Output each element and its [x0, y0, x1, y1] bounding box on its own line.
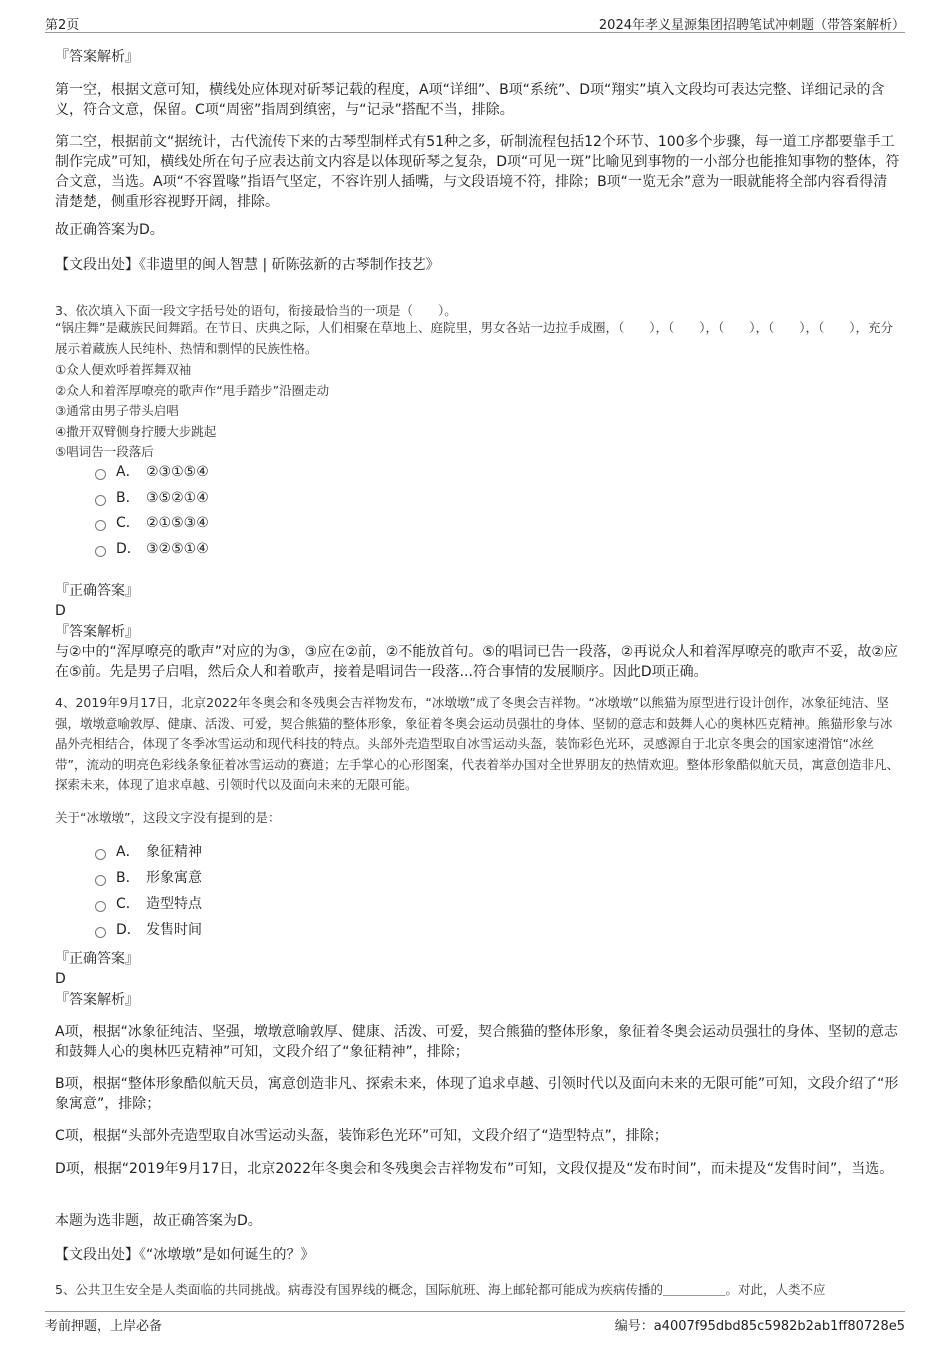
q4-analysis-a: A项，根据“冰象征纯洁、坚强，墩墩意喻敦厚、健康、活泼、可爱，契合熊猫的整体形象，象征着冬奥会运动员强壮的身体、坚韧的意志和鼓舞人心的奥林匹克精神”可知，文段介绍了“象征精神”，排除； [55, 1024, 898, 1060]
q4-option-d[interactable]: D． 发售时间 [95, 918, 202, 942]
radio-icon[interactable] [95, 927, 106, 938]
footer-slogan: 考前押题，上岸必备 [45, 1319, 163, 1334]
radio-icon[interactable] [95, 469, 106, 480]
q3-analysis: 『答案解析』 与②中的“浑厚嘹亮的歌声”对应的为③，③应在②前，②不能放首句。⑤的唱词已告一段落，②再说众人和着浑厚嘹亮的歌声不妥，故②应在⑤前。先是男子启唱，然后众人和着歌声，接着是唱词告一段落...符合事情的发展顺序。因此D项正确。 [55, 624, 898, 680]
radio-icon[interactable] [95, 520, 106, 531]
radio-icon[interactable] [95, 849, 106, 860]
q3-item: ①众人便欢呼着挥舞双袖 [55, 362, 192, 377]
q3-option-a[interactable]: A． ②③①⑤④ [95, 460, 209, 484]
q3-answer-value: D [55, 603, 66, 619]
page-header [45, 12, 905, 33]
q2-analysis-label: 『答案解析』 [55, 49, 139, 65]
q4-option-b[interactable]: B． 形象寓意 [95, 866, 202, 890]
q4-analysis-c: C项，根据“头部外壳造型取自冰雪运动头盔，装饰彩色光环”可知，文段介绍了“造型特点”，排除； [55, 1128, 668, 1144]
radio-icon[interactable] [95, 875, 106, 886]
q2-analysis-paragraph-1: 第一空，根据文意可知，横线处应体现对斫琴记载的程度，A项“详细”、B项“系统”、D项“翔实”填入文段均可表达完整、详细记录的含义，符合文意，保留。C项“周密”指周到缜密，与“记录”搭配不当，排除。 [55, 82, 885, 118]
q4-option-c[interactable]: C． 造型特点 [95, 892, 202, 916]
q2-source: 【文段出处】《非遗里的闽人智慧 | 斫陈弦新的古琴制作技艺》 [55, 257, 440, 273]
q3-option-d[interactable]: D． ③②⑤①④ [95, 537, 209, 561]
document-serial: 编号：a4007f95dbd85c5982b2ab1ff80728e5 [614, 1319, 905, 1334]
document-title: 2024年孝义星源集团招聘笔试冲刺题（带答案解析） [598, 18, 905, 33]
q4-analysis-d: D项，根据“2019年9月17日，北京2022年冬奥会和冬残奥会吉祥物发布”可知，文段仅提及“发布时间”，而未提及“发售时间”，当选。 [55, 1161, 894, 1177]
page-number: 第2页 [45, 18, 80, 33]
q3-item: ③通常由男子带头启唱 [55, 403, 179, 418]
q3-item-list [55, 360, 900, 463]
page-footer [45, 1311, 905, 1332]
q2-conclusion: 故正确答案为D。 [55, 222, 164, 238]
q3-option-c[interactable]: C． ②①⑤③④ [95, 511, 209, 535]
q4-analysis-b: B项，根据“整体形象酷似航天员，寓意创造非凡、探索未来，体现了追求卓越、引领时代以及面向未来的无限可能”可知，文段介绍了“形象寓意”，排除； [55, 1076, 899, 1112]
q3-answer: 『正确答案』 D [55, 581, 900, 621]
q4-conclusion: 本题为选非题，故正确答案为D。 [55, 1213, 262, 1229]
q4-passage: 4、2019年9月17日，北京2022年冬奥会和冬残奥会吉祥物发布，“冰墩墩”成了冬奥会吉祥物。“冰墩墩”以熊猫为原型进行设计创作，冰象征纯洁、坚强，墩墩意喻敦厚、健康、活泼、可爱，契合熊猫的整体形象，象征着冬奥会运动员强壮的身体、坚韧的意志和鼓舞人心的奥林匹克精神。熊猫形象与冰晶外壳相结合，体现了冬季冰雪运动和现代科技的特点。头部外壳造型取自冰雪运动头盔，装饰彩色光环，灵感源自于北京冬奥会的国家速滑馆“冰丝带”，流动的明亮色彩线条象征着冰雪运动的赛道；左手掌心的心形图案，代表着举办国对全世界朋友的热情欢迎。整体形象酷似航天员，寓意创造非凡、探索未来，体现了追求卓越、引领时代以及面向未来的无限可能。 [55, 695, 899, 792]
q3-stem: 3、依次填入下面一段文字括号处的语句，衔接最恰当的一项是（ ）。 [55, 303, 457, 318]
q4-source: 【文段出处】《“冰墩墩”是如何诞生的？》 [55, 1247, 315, 1263]
radio-icon[interactable] [95, 901, 106, 912]
q4-option-a[interactable]: A． 象征精神 [95, 840, 202, 864]
q4-answer-value: D [55, 971, 66, 987]
radio-icon[interactable] [95, 495, 106, 506]
q2-analysis-paragraph-2: 第二空，根据前文“据统计，古代流传下来的古琴型制样式有51种之多，斫制流程包括12个环节、100多个步骤，每一道工序都要靠手工制作完成”可知，横线处所在句子应表达前文内容是以体现斫琴之复杂，D项“可见一斑”比喻见到事物的一小部分也能推知事物的整体，符合文意，当选。A项“不容置喙”指语气坚定，不容许别人插嘴，与文段语境不符，排除；B项“一览无余”意为一眼就能将全部内容看得清清楚楚，侧重形容视野开阔，排除。 [55, 134, 900, 210]
q3-item: ②众人和着浑厚嘹亮的歌声作“甩手踏步”沿圈走动 [55, 382, 330, 398]
q3-passage: “锅庄舞”是藏族民间舞蹈。在节日、庆典之际，人们相聚在草地上、庭院里，男女各站一边拉手成圈，（ ），（ ），（ ），（ ），（ ），充分展示着藏族人民纯朴、热情和剽悍的民族性格。 [55, 320, 893, 356]
radio-icon[interactable] [95, 546, 106, 557]
q4-analysis-label: 『答案解析』 [55, 992, 139, 1008]
q5-stem: 5、公共卫生安全是人类面临的共同挑战。病毒没有国界线的概念，国际航班、海上邮轮都可能成为疾病传播的＿＿＿＿＿。对此，人类不应 [55, 1282, 826, 1297]
q3-option-b[interactable]: B． ③⑤②①④ [95, 486, 209, 510]
q4-question: 关于“冰墩墩”，这段文字没有提到的是： [55, 810, 281, 825]
q4-answer: 『正确答案』 D [55, 949, 900, 989]
q3-item: ④撒开双臂侧身拧腰大步跳起 [55, 423, 217, 439]
q3-item: ⑤唱词告一段落后 [55, 444, 154, 459]
